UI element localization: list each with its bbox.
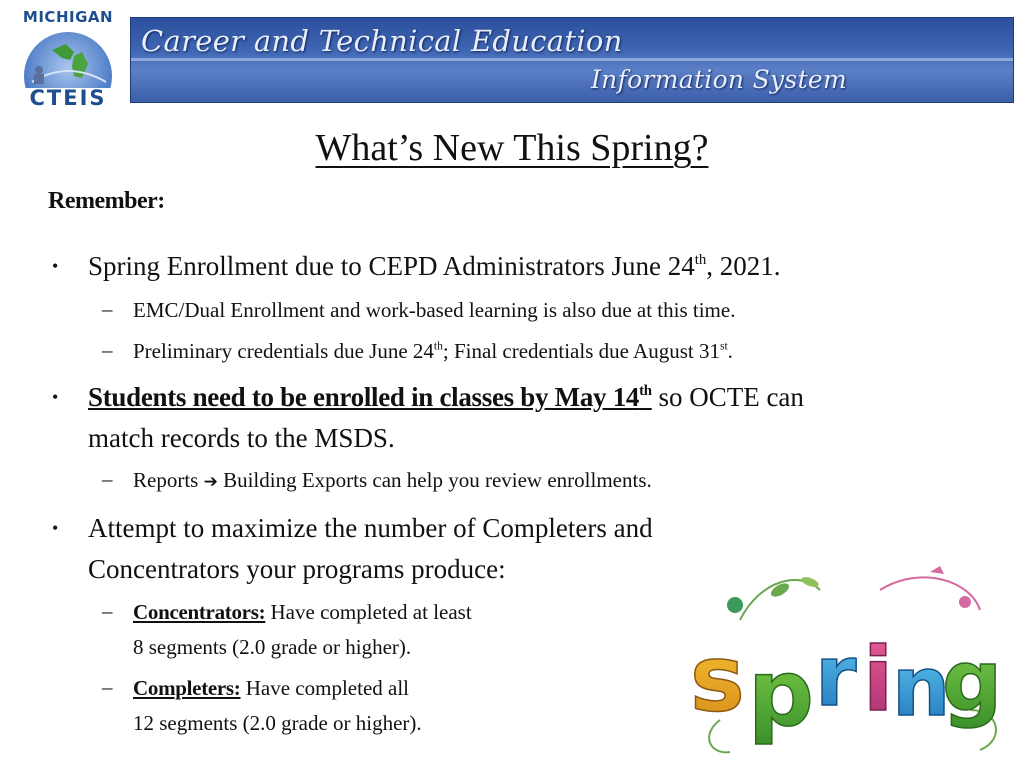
sub-bullet-dash: –: [102, 338, 113, 362]
michigan-globe-icon: [22, 30, 114, 88]
remember-label: Remember:: [48, 188, 165, 214]
spring-letter-s: s: [690, 625, 745, 732]
sub-bullet-dash: –: [102, 297, 113, 321]
bullet-enrollment: Spring Enrollment due to CEPD Administrators June 24th, 2021.: [88, 251, 781, 281]
slide-title: What’s New This Spring?: [315, 127, 709, 169]
banner-stripe: [131, 58, 1013, 61]
bullet-attempt: Attempt to maximize the number of Completers and Concentrators your programs produce:: [88, 513, 653, 584]
bird-icon: [930, 566, 944, 574]
sub-bullet-dash: –: [102, 467, 113, 491]
sub-bullet-completers: Completers: Have completed all 12 segments (2.0 grade or higher).: [133, 676, 422, 735]
spring-letter-g: g: [942, 632, 1003, 730]
logo-michigan-text: MICHIGAN: [22, 8, 114, 26]
sub-bullet-credentials: Preliminary credentials due June 24th; Final credentials due August 31st.: [133, 339, 733, 363]
right-arrow-icon: ➔: [203, 472, 218, 492]
sub-bullet-dash: –: [102, 675, 113, 699]
sub-bullet-concentrators: Concentrators: Have completed at least 8 segments (2.0 grade or higher).: [133, 600, 472, 659]
spring-letter-n: n: [892, 640, 951, 735]
spring-letter-r: r: [815, 627, 857, 725]
spring-letter-p: p: [748, 640, 814, 747]
bullet-dot: •: [52, 387, 59, 407]
header-banner: [130, 17, 1014, 103]
bullet-students: Students need to be enrolled in classes by May 14th so OCTE can match records to the MSDS.: [88, 382, 804, 453]
cteis-logo: [10, 8, 126, 108]
bullet-dot: •: [52, 518, 59, 538]
spring-graphic: [680, 560, 1010, 760]
banner-title-line1: Career and Technical Education: [141, 24, 623, 58]
flower-icon: [959, 596, 971, 608]
flower-icon: [727, 597, 743, 613]
sub-bullet-emc: EMC/Dual Enrollment and work-based learning is also due at this time.: [133, 298, 736, 322]
banner-title-line2: Information System: [591, 65, 848, 94]
spring-letter-i: i: [863, 628, 894, 731]
sub-bullet-reports: Reports ➔ Building Exports can help you review enrollments.: [133, 463, 652, 499]
bullet-dot: •: [52, 256, 59, 276]
logo-cteis-text: CTEIS: [29, 86, 107, 110]
sub-bullet-dash: –: [102, 599, 113, 623]
